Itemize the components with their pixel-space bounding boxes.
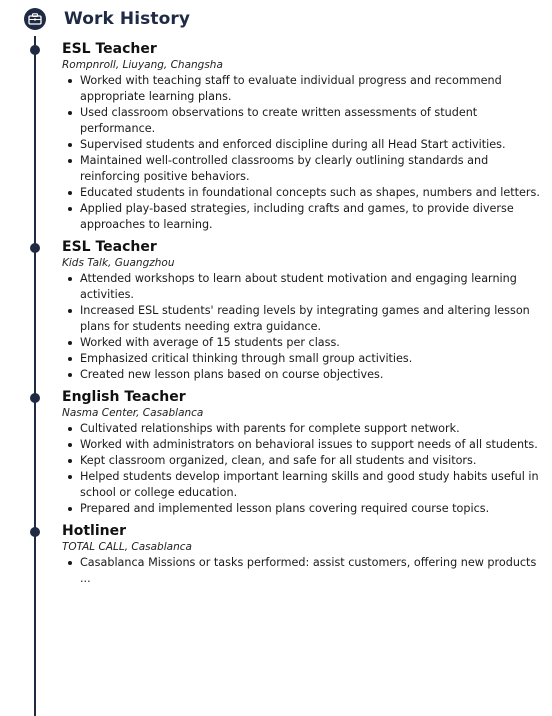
job-bullet-list (62, 555, 544, 587)
job-entry (0, 522, 552, 587)
job-bullet: Created new lesson plans based on course objectives. (62, 367, 544, 383)
job-bullet-list (62, 73, 544, 233)
job-bullet: Kept classroom organized, clean, and safe for all students and visitors. (62, 453, 544, 469)
job-bullet: Increased ESL students' reading levels by integrating games and altering lesson plans for students needing extra guidance. (62, 303, 544, 335)
job-entry (0, 40, 552, 233)
job-bullet: Applied play-based strategies, including crafts and games, to provide diverse approaches to learning. (62, 201, 544, 233)
job-bullet: Helped students develop important learning skills and good study habits useful in school or college education. (62, 469, 544, 501)
job-bullet-list (62, 421, 544, 517)
job-company: Nasma Center, Casablanca (62, 407, 204, 419)
job-bullet: Maintained well-controlled classrooms by clearly outlining standards and reinforcing positive behaviors. (62, 153, 544, 185)
job-bullet: Casablanca Missions or tasks performed: assist customers, offering new products ... (62, 555, 544, 587)
job-bullet: Educated students in foundational concepts such as shapes, numbers and letters. (62, 185, 544, 201)
section-header (24, 6, 190, 32)
timeline-dot (30, 393, 40, 403)
job-title: English Teacher (62, 389, 186, 405)
job-bullet: Worked with average of 15 students per class. (62, 335, 544, 351)
job-company: Kids Talk, Guangzhou (62, 257, 175, 269)
timeline-dot (30, 527, 40, 537)
job-bullet: Emphasized critical thinking through small group activities. (62, 351, 544, 367)
job-bullet: Worked with teaching staff to evaluate individual progress and recommend appropriate learning plans. (62, 73, 544, 105)
job-list (0, 40, 552, 587)
section-title: Work History (64, 9, 191, 29)
job-company: TOTAL CALL, Casablanca (62, 541, 192, 553)
timeline-dot (30, 45, 40, 55)
job-title: Hotliner (62, 523, 126, 539)
briefcase-icon (24, 8, 46, 30)
job-bullet: Cultivated relationships with parents for complete support network. (62, 421, 544, 437)
job-title: ESL Teacher (62, 41, 157, 57)
job-bullet: Worked with administrators on behavioral issues to support needs of all students. (62, 437, 544, 453)
job-bullet: Used classroom observations to create written assessments of student performance. (62, 105, 544, 137)
job-company: Rompnroll, Liuyang, Changsha (62, 59, 223, 71)
job-bullet: Prepared and implemented lesson plans covering required course topics. (62, 501, 544, 517)
timeline-dot (30, 243, 40, 253)
job-entry (0, 238, 552, 383)
job-bullet: Attended workshops to learn about student motivation and engaging learning activities. (62, 271, 544, 303)
job-title: ESL Teacher (62, 239, 157, 255)
job-entry (0, 388, 552, 517)
job-bullet-list (62, 271, 544, 383)
job-bullet: Supervised students and enforced discipline during all Head Start activities. (62, 137, 544, 153)
